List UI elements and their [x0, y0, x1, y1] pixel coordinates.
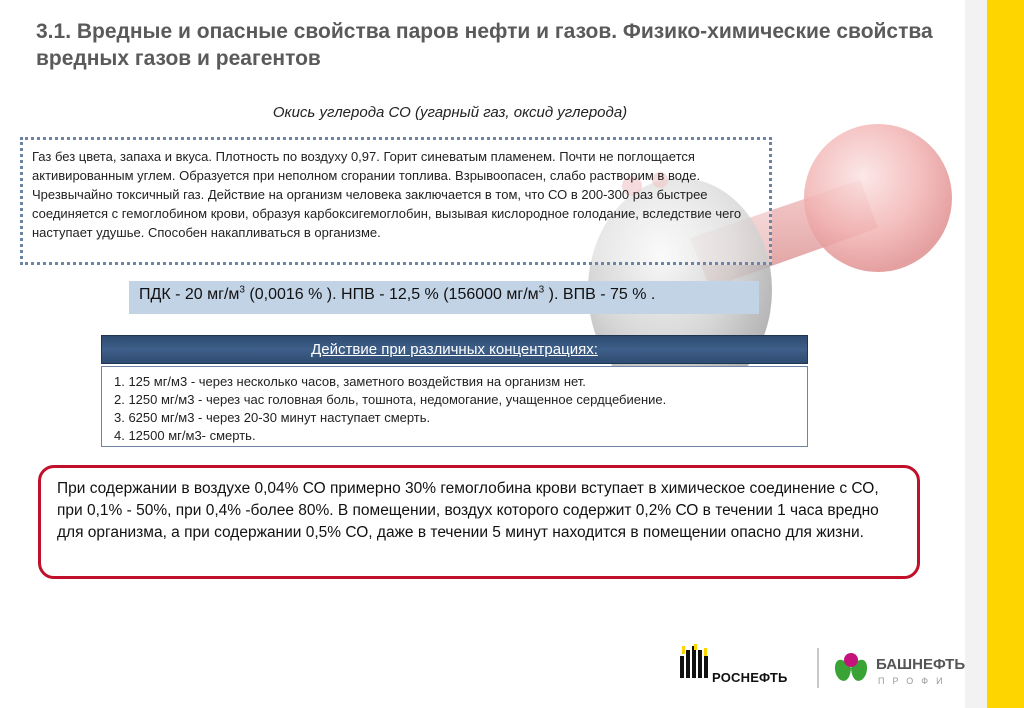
description-text: Газ без цвета, запаха и вкуса. Плотность по воздуху 0,97. Горит синеватым пламенем. Почти не поглощается активированным углем. Образуется при неполном сгорании топлива. Взрывоопасен, слабо растворим в воде. Чрезвычайно токсичный газ. Действие на организм человека заключается в том, что СО в 200-300 раз быстрее соединяется с гемоглобином крови, образуя карбоксигемоглобин, вызывая кислородное голодание, вследствие чего наступает удушье. Способен накапливаться в организме.: [32, 149, 742, 240]
exposure-limits-box: [129, 281, 759, 314]
section-subtitle: Окись углерода СО (угарный газ, оксид углерода): [272, 104, 628, 121]
right-band-accent: [987, 0, 1024, 708]
list-item: 3. 6250 мг/м3 - через 20-30 минут наступает смерть.: [114, 410, 431, 425]
slide-title: 3.1. Вредные и опасные свойства паров нефти и газов. Физико-химические свойства вредных газов и реагентов: [36, 20, 933, 70]
concentration-list: [101, 366, 808, 447]
rosneft-wordmark: РОСНЕФТЬ: [712, 670, 788, 685]
bashneft-wordmark: БАШНЕФТЬ: [876, 656, 966, 673]
concentration-header: [101, 335, 808, 364]
list-item: 1. 125 мг/м3 - через несколько часов, заметного воздействия на организм нет.: [114, 374, 586, 389]
bashneft-subtitle: ПРОФИ: [878, 676, 951, 686]
warning-note-box: [38, 465, 920, 579]
list-item: 4. 12500 мг/м3- смерть.: [114, 428, 256, 443]
list-item: 2. 1250 мг/м3 - через час головная боль, тошнота, недомогание, учащенное сердцебиение.: [114, 392, 667, 407]
bashneft-logo-icon: [830, 648, 872, 688]
exposure-limits-text: ПДК - 20 $мг/м^3$ (0,0016 % ). НПВ - 12,5 % (156000 $мг/м^3$ ). ВПВ - 75 % .: [139, 285, 656, 304]
logo-divider: [817, 648, 819, 688]
description-box: [20, 137, 772, 265]
warning-note-text: При содержании в воздухе 0,04% СО примерно 30% гемоглобина крови вступает в химическое соединение с СО, при 0,1% - 50%, при 0,4% -более 80%. В помещении, воздух которого содержит 0,2% СО в течении 1 часа вредно для организма, а при содержании 0,5% СО, даже в течении 5 минут находится в помещении опасно для жизни.: [57, 480, 879, 541]
concentration-header-text: Действие при различных концентрациях:: [311, 341, 598, 358]
